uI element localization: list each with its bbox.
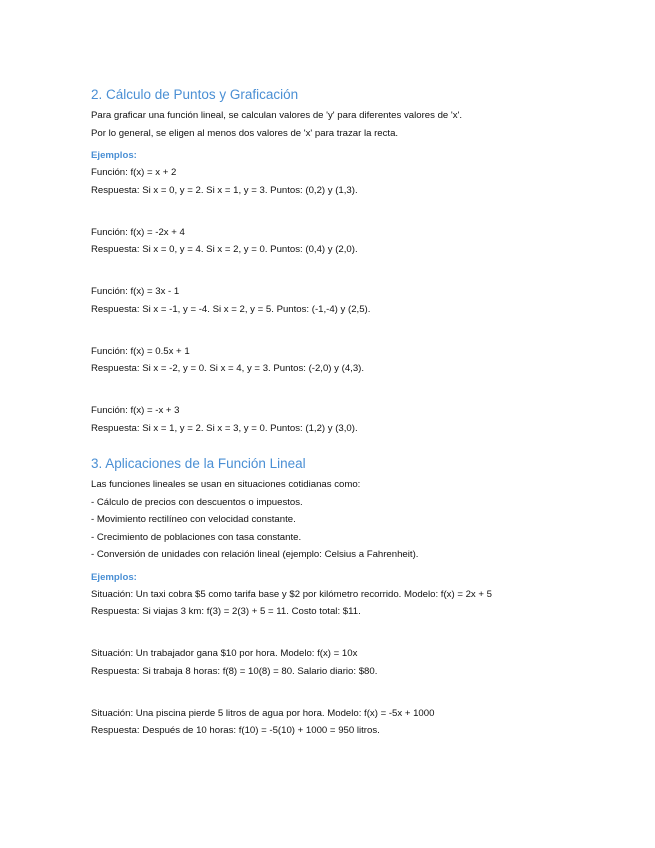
example-block <box>91 283 631 318</box>
section-2-intro-line: Para graficar una función lineal, se calculan valores de 'y' para diferentes valores de 'x'. <box>91 110 463 121</box>
example-situation: Situación: Una piscina pierde 5 litros de agua por hora. Modelo: f(x) = -5x + 1000 <box>91 707 435 719</box>
example-block <box>91 402 631 437</box>
example-block <box>91 343 631 378</box>
example-situation: Situación: Un taxi cobra $5 como tarifa base y $2 por kilómetro recorrido. Modelo: f(x) = 2x + 5 <box>91 588 492 600</box>
section-3-examples-label: Ejemplos: <box>91 571 137 583</box>
example-function: Función: f(x) = -2x + 4 <box>91 226 185 238</box>
example-function: Función: f(x) = x + 2 <box>91 167 177 178</box>
section-3-list-item: - Cálculo de precios con descuentos o impuestos. <box>91 496 303 508</box>
example-answer: Respuesta: Si x = 0, y = 2. Si x = 1, y = 3. Puntos: (0,2) y (1,3). <box>91 184 358 196</box>
example-function: Función: f(x) = 3x - 1 <box>91 286 180 297</box>
example-situation: Situación: Un trabajador gana $10 por hora. Modelo: f(x) = 10x <box>91 648 358 659</box>
section-2-examples-label: Ejemplos: <box>91 150 137 161</box>
section-3-list-item: - Conversión de unidades con relación lineal (ejemplo: Celsius a Fahrenheit). <box>91 549 419 560</box>
example-answer: Respuesta: Si x = 1, y = 2. Si x = 3, y = 0. Puntos: (1,2) y (3,0). <box>91 422 358 434</box>
example-block <box>91 586 631 621</box>
example-function: Función: f(x) = 0.5x + 1 <box>91 345 190 357</box>
section-3-title: 3. Aplicaciones de la Función Lineal <box>91 456 306 471</box>
example-block <box>91 705 631 740</box>
section-3-list-item: - Movimiento rectilíneo con velocidad constante. <box>91 514 296 525</box>
example-block <box>91 164 631 199</box>
section-3-intro-line: Las funciones lineales se usan en situaciones cotidianas como: <box>91 479 361 490</box>
section-2-title: 2. Cálculo de Puntos y Graficación <box>91 87 299 102</box>
example-answer: Respuesta: Si x = 0, y = 4. Si x = 2, y = 0. Puntos: (0,4) y (2,0). <box>91 244 358 255</box>
example-answer: Respuesta: Si trabaja 8 horas: f(8) = 10(8) = 80. Salario diario: $80. <box>91 665 378 677</box>
example-block <box>91 645 631 680</box>
example-function: Función: f(x) = -x + 3 <box>91 405 180 416</box>
example-block <box>91 224 631 259</box>
example-answer: Respuesta: Si x = -2, y = 0. Si x = 4, y = 3. Puntos: (-2,0) y (4,3). <box>91 363 365 374</box>
document-page <box>91 86 631 740</box>
section-3-list-item: - Crecimiento de poblaciones con tasa constante. <box>91 531 302 543</box>
example-answer: Respuesta: Si x = -1, y = -4. Si x = 2, y = 5. Puntos: (-1,-4) y (2,5). <box>91 303 371 315</box>
example-answer: Respuesta: Después de 10 horas: f(10) = -5(10) + 1000 = 950 litros. <box>91 725 380 736</box>
example-answer: Respuesta: Si viajas 3 km: f(3) = 2(3) + 5 = 11. Costo total: $11. <box>91 606 361 617</box>
section-2-intro-line: Por lo general, se eligen al menos dos valores de 'x' para trazar la recta. <box>91 127 399 139</box>
